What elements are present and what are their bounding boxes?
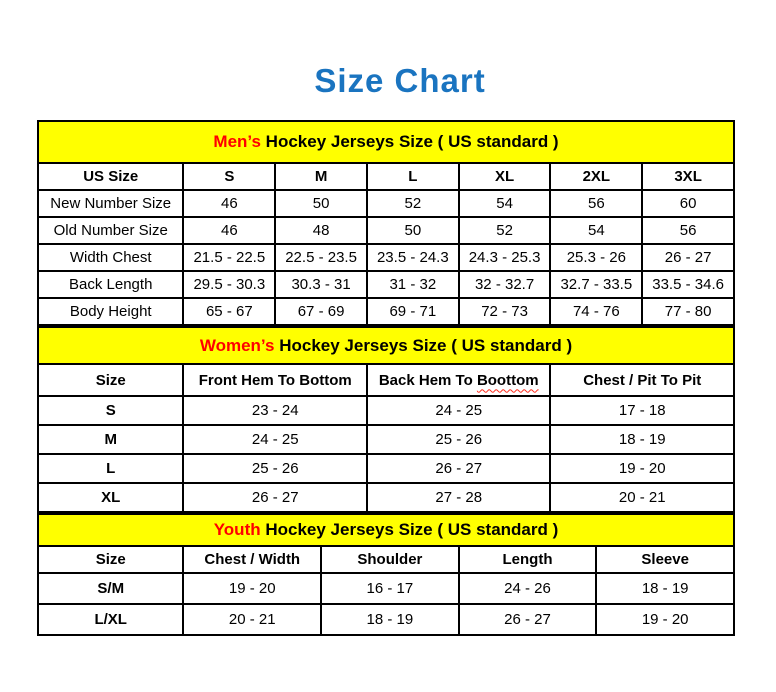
value-cell: 31 - 32 — [367, 271, 459, 298]
header-cell: Chest / Width — [183, 546, 321, 573]
value-cell: 52 — [459, 217, 551, 244]
table-row — [38, 483, 734, 512]
value-cell: 26 - 27 — [367, 454, 551, 483]
header-cell: XL — [459, 163, 551, 190]
header-cell: Shoulder — [321, 546, 459, 573]
table-row — [38, 271, 734, 298]
header-cell: Size — [38, 546, 183, 573]
mens-section-band — [38, 121, 734, 163]
value-cell: 16 - 17 — [321, 573, 459, 604]
row-label-cell: XL — [38, 483, 183, 512]
value-cell: 72 - 73 — [459, 298, 551, 325]
womens-table-body — [38, 396, 734, 512]
value-cell: 24.3 - 25.3 — [459, 244, 551, 271]
youth-section-band-row — [38, 514, 734, 546]
value-cell: 54 — [459, 190, 551, 217]
youth-header-row — [38, 546, 734, 573]
row-label-cell: New Number Size — [38, 190, 183, 217]
value-cell: 69 - 71 — [367, 298, 459, 325]
mens-band-rest: Hockey Jerseys Size ( US standard ) — [260, 132, 559, 151]
value-cell: 48 — [275, 217, 367, 244]
row-label-cell: Old Number Size — [38, 217, 183, 244]
youth-section-band — [38, 514, 734, 546]
value-cell: 22.5 - 23.5 — [275, 244, 367, 271]
row-label-cell: S/M — [38, 573, 183, 604]
misspelled-word: Boottom — [476, 371, 539, 389]
table-row — [38, 217, 734, 244]
value-cell: 26 - 27 — [642, 244, 734, 271]
header-cell: 3XL — [642, 163, 734, 190]
womens-band-rest: Hockey Jerseys Size ( US standard ) — [274, 335, 573, 355]
value-cell: 77 - 80 — [642, 298, 734, 325]
value-cell: 25 - 26 — [367, 425, 551, 454]
value-cell: 54 — [550, 217, 642, 244]
youth-table-body — [38, 573, 734, 635]
size-chart-tables — [37, 120, 735, 636]
womens-size-table — [37, 326, 735, 513]
table-row — [38, 190, 734, 217]
value-cell: 56 — [642, 217, 734, 244]
header-cell: 2XL — [550, 163, 642, 190]
value-cell: 25.3 - 26 — [550, 244, 642, 271]
value-cell: 74 - 76 — [550, 298, 642, 325]
value-cell: 19 - 20 — [550, 454, 734, 483]
header-cell: S — [183, 163, 275, 190]
value-cell: 18 - 19 — [596, 573, 734, 604]
table-row — [38, 425, 734, 454]
value-cell: 20 - 21 — [550, 483, 734, 512]
value-cell: 25 - 26 — [183, 454, 367, 483]
value-cell: 65 - 67 — [183, 298, 275, 325]
row-label-cell: Back Length — [38, 271, 183, 298]
value-cell: 19 - 20 — [596, 604, 734, 635]
value-cell: 27 - 28 — [367, 483, 551, 512]
row-label-cell: L — [38, 454, 183, 483]
header-cell: Sleeve — [596, 546, 734, 573]
value-cell: 23.5 - 24.3 — [367, 244, 459, 271]
value-cell: 26 - 27 — [183, 483, 367, 512]
table-row — [38, 298, 734, 325]
mens-band-highlight: Men’s — [213, 132, 261, 151]
womens-section-band — [38, 327, 734, 364]
table-row — [38, 244, 734, 271]
value-cell: 19 - 20 — [183, 573, 321, 604]
value-cell: 32.7 - 33.5 — [550, 271, 642, 298]
table-row — [38, 573, 734, 604]
womens-header-row — [38, 364, 734, 396]
page-title: Size Chart — [314, 62, 486, 99]
header-cell: US Size — [38, 163, 183, 190]
value-cell: 21.5 - 22.5 — [183, 244, 275, 271]
womens-section-band-row — [38, 327, 734, 364]
value-cell: 50 — [367, 217, 459, 244]
row-label-cell: Body Height — [38, 298, 183, 325]
row-label-cell: S — [38, 396, 183, 425]
value-cell: 18 - 19 — [550, 425, 734, 454]
value-cell: 52 — [367, 190, 459, 217]
value-cell: 20 - 21 — [183, 604, 321, 635]
value-cell: 56 — [550, 190, 642, 217]
value-cell: 67 - 69 — [275, 298, 367, 325]
value-cell: 18 - 19 — [321, 604, 459, 635]
row-label-cell: Width Chest — [38, 244, 183, 271]
value-cell: 29.5 - 30.3 — [183, 271, 275, 298]
mens-section-band-row — [38, 121, 734, 163]
value-cell: 24 - 25 — [367, 396, 551, 425]
value-cell: 46 — [183, 190, 275, 217]
row-label-cell: L/XL — [38, 604, 183, 635]
mens-table-body — [38, 190, 734, 325]
youth-band-rest: Hockey Jerseys Size ( US standard ) — [260, 520, 559, 539]
youth-band-highlight: Youth — [213, 520, 261, 539]
table-row — [38, 396, 734, 425]
womens-band-highlight: Women’s — [199, 335, 275, 355]
value-cell: 33.5 - 34.6 — [642, 271, 734, 298]
header-cell: L — [367, 163, 459, 190]
header-cell: Length — [459, 546, 597, 573]
value-cell: 32 - 32.7 — [459, 271, 551, 298]
mens-size-table — [37, 120, 735, 326]
youth-size-table — [37, 513, 735, 636]
mens-header-row — [38, 163, 734, 190]
value-cell: 23 - 24 — [183, 396, 367, 425]
header-cell: Chest / Pit To Pit — [550, 364, 734, 396]
row-label-cell: M — [38, 425, 183, 454]
value-cell: 50 — [275, 190, 367, 217]
value-cell: 24 - 26 — [459, 573, 597, 604]
header-cell: Front Hem To Bottom — [183, 364, 367, 396]
value-cell: 30.3 - 31 — [275, 271, 367, 298]
header-cell: Back Hem To Boottom — [367, 364, 551, 396]
table-row — [38, 604, 734, 635]
value-cell: 24 - 25 — [183, 425, 367, 454]
value-cell: 26 - 27 — [459, 604, 597, 635]
value-cell: 17 - 18 — [550, 396, 734, 425]
value-cell: 60 — [642, 190, 734, 217]
value-cell: 46 — [183, 217, 275, 244]
header-cell: Size — [38, 364, 183, 396]
table-row — [38, 454, 734, 483]
header-cell: M — [275, 163, 367, 190]
